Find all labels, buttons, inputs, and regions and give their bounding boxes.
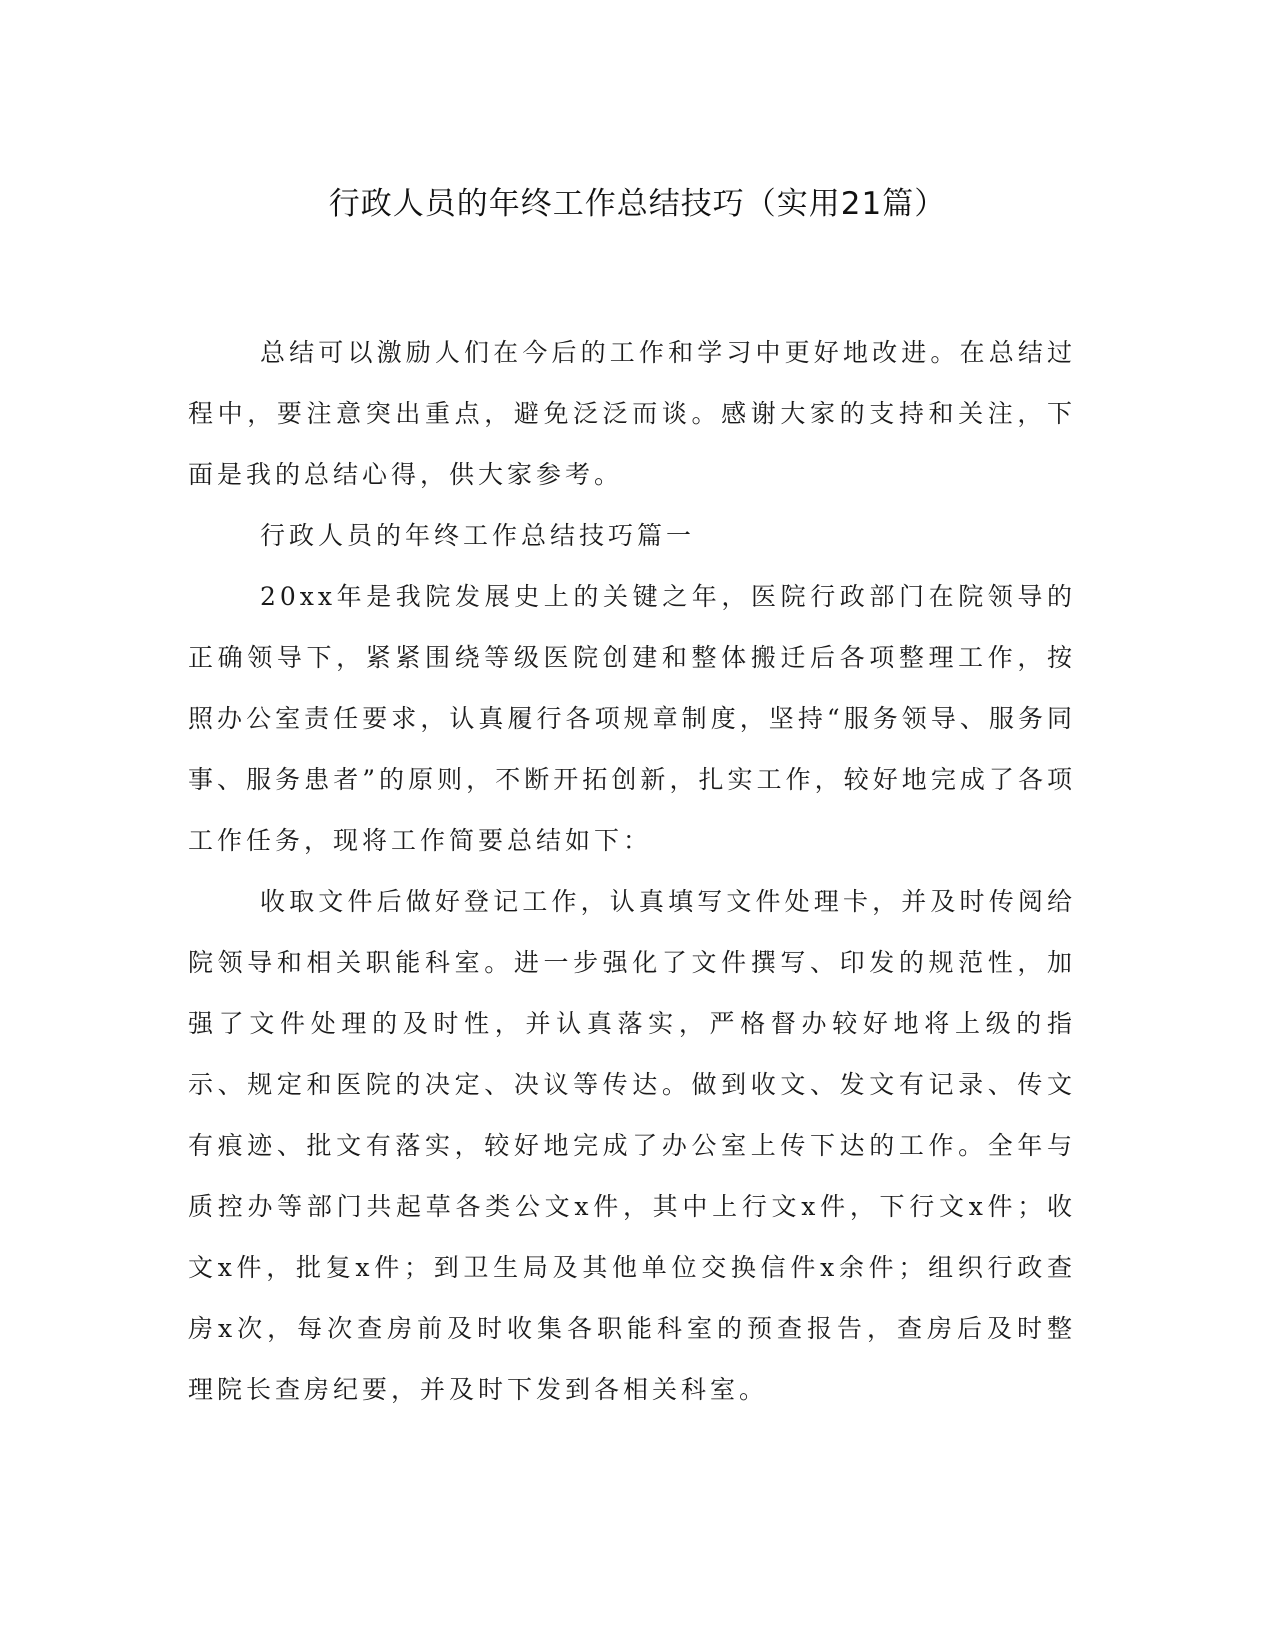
section-heading: 行政人员的年终工作总结技巧篇一: [260, 521, 696, 550]
body-paragraph-2: 收取文件后做好登记工作，认真填写文件处理卡，并及时传阅给院领导和相关职能科室。进一步强化了文件撰写、印发的规范性，加强了文件处理的及时性，并认真落实，严格督办较好地将上级的指示、规定和医院的决定、决议等传达。做到收文、发文有记录、传文有痕迹、批文有落实，较好地完成了办公室上传下达的工作。全年与质控办等部门共起草各类公文x件，其中上行文x件，下行文x件；收文x件，批复x件；到卫生局及其他单位交换信件x余件；组织行政查房x次，每次查房前及时收集各职能科室的预查报告，查房后及时整理院长查房纪要，并及时下发到各相关科室。: [188, 887, 1076, 1404]
document-title: 行政人员的年终工作总结技巧（实用21篇）: [328, 186, 947, 222]
document-body: [188, 322, 1076, 1420]
intro-paragraph: 总结可以激励人们在今后的工作和学习中更好地改进。在总结过程中，要注意突出重点，避免泛泛而谈。感谢大家的支持和关注，下面是我的总结心得，供大家参考。: [188, 338, 1076, 489]
body-paragraph-1: 20xx年是我院发展史上的关键之年，医院行政部门在院领导的正确领导下，紧紧围绕等级医院创建和整体搬迁后各项整理工作，按照办公室责任要求，认真履行各项规章制度，坚持“服务领导、服务同事、服务患者”的原则，不断开拓创新，扎实工作，较好地完成了各项工作任务，现将工作简要总结如下：: [188, 582, 1076, 855]
